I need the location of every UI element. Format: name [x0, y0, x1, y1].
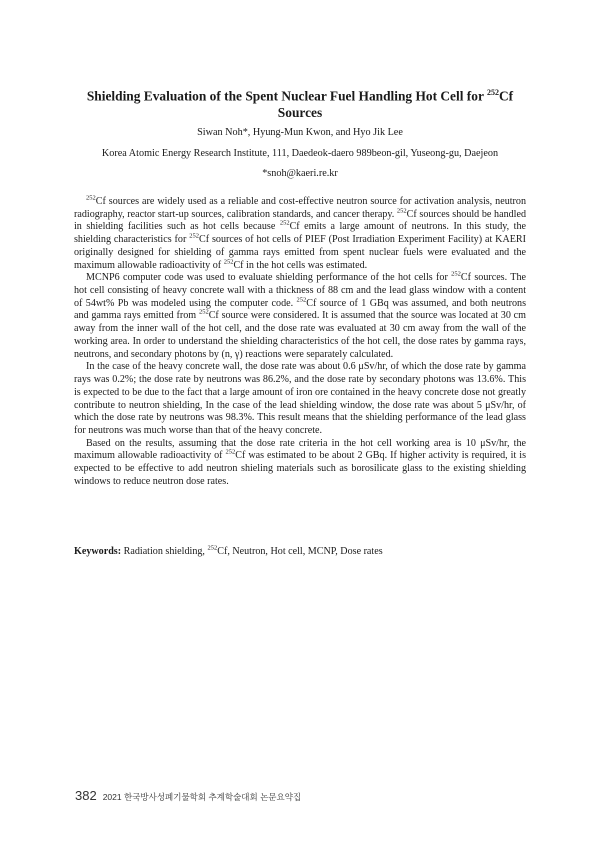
paper-title — [70, 84, 530, 121]
paragraph-1-text: Cf emits a large amount of neutrons. In this study, the shielding characteristics for — [74, 221, 527, 246]
keywords-line — [74, 546, 526, 557]
paragraph-1-text: Cf sources of hot cells of PIEF (Post Irradiation Experiment Facility) at KAERI originally designed for shielding of gamma rays emitted from spent nuclear fuels were evaluated and the maximum allowable radioactivity of — [74, 234, 526, 271]
paragraph-3: In the case of the heavy concrete wall, the dose rate was about 0.6 μSv/hr, of which the dose rate by gamma rays was 0.2%; the dose rate by neutrons was 86.2%, and the dose rate by secondary photons was 13.6%. This is expected to be due to the fact that a large amount of iron ore contained in the heavy concrete dose not greatly contribute to neutron shielding, In the case of the lead shielding window, the dose rate was about 5 μSv/hr, of which the dose rate by neutrons was 98.3%. This result means that the shielding performance of the lead glass for neutrons was much worse than that of the heavy concrete. — [74, 361, 526, 436]
isotope-sup: 252 — [207, 544, 218, 552]
paragraph-1 — [74, 196, 526, 272]
paragraph-4-text: Cf was estimated to be about 2 GBq. If higher activity is required, it is expected to be effective to add neutron shieling materials such as borosilicate glass to the existing shielding windows to reduce neutron dose rates. — [74, 450, 526, 487]
paragraph-1-text: Cf in the hot cells was estimated. — [233, 259, 368, 271]
isotope-sup: 252 — [296, 296, 307, 304]
paragraph-2-text: Cf source of 1 GBq was assumed, and both neutrons and gamma rays emitted from — [74, 297, 527, 322]
isotope-sup: 252 — [225, 449, 236, 457]
isotope-sup: 252 — [451, 270, 461, 278]
paragraph-2-text: Cf sources. The hot cell consisting of heavy concrete wall with a thickness of 88 cm and the lead glass window with a content of 54wt% Pb was modeled using the computer code. — [74, 272, 526, 309]
keywords-label: Keywords: — [74, 546, 122, 557]
paragraph-1-text: Cf sources are widely used as a reliable and cost-effective neutron source for activation analysis, neutron radiography, reactor start-up sources, calibration standards, and cancer therapy. — [74, 196, 526, 220]
abstract-body — [74, 196, 526, 489]
title-line2: Sources — [277, 105, 323, 121]
isotope-sup: 252 — [396, 207, 407, 215]
paragraph-1-text: Cf sources should be handled in shielding facilities such as hot cells because — [74, 208, 526, 233]
page-number: 382 — [75, 788, 97, 803]
paragraph-4 — [74, 438, 526, 489]
title-line1: Shielding Evaluation of the Spent Nuclear Fuel Handling Hot Cell for — [86, 88, 487, 104]
page-footer — [75, 787, 301, 805]
affiliation: Korea Atomic Energy Research Institute, 111, Daedeok-daero 989beon-gil, Yuseong-gu, Daejeon — [101, 148, 499, 159]
keywords-text: Radiation shielding, — [121, 546, 208, 557]
paragraph-2 — [74, 272, 526, 361]
isotope-sup: 252 — [279, 220, 290, 228]
paragraph-2-text: MCNP6 computer code was used to evaluate shielding performance of the hot cells for — [86, 272, 452, 284]
isotope-sup: 252 — [189, 232, 199, 240]
isotope-sup: 252 — [86, 194, 96, 202]
title-superscript: 252 — [487, 88, 499, 97]
keywords-text: Cf, Neutron, Hot cell, MCNP, Dose rates — [217, 546, 383, 557]
proceedings-name: 2021 한국방사성폐기물학회 추계학술대회 논문요약집 — [102, 792, 302, 802]
corresponding-email: *snoh@kaeri.re.kr — [262, 168, 338, 179]
paragraph-4-text: Based on the results, assuming that the dose rate criteria in the hot cell working area is 10 μSv/hr, the maximum allowable radioactivity of — [74, 437, 526, 462]
author-list: Siwan Noh*, Hyung-Mun Kwon, and Hyo Jik Lee — [197, 127, 403, 138]
isotope-sup: 252 — [198, 309, 209, 317]
paragraph-2-text: Cf source were considered. It is assumed that the source was located at 30 cm away from the inner wall of the hot cell, and the dose rate was evaluated at 30 cm away from the wall of the working area. In order to understand the shielding characteristics of the hot cell, the dose rates by gamma rays, neutrons, and secondary photons by (n, γ) reactions were separately calculated. — [74, 310, 527, 360]
title-line1-tail: Cf — [499, 88, 514, 104]
isotope-sup: 252 — [223, 258, 234, 266]
